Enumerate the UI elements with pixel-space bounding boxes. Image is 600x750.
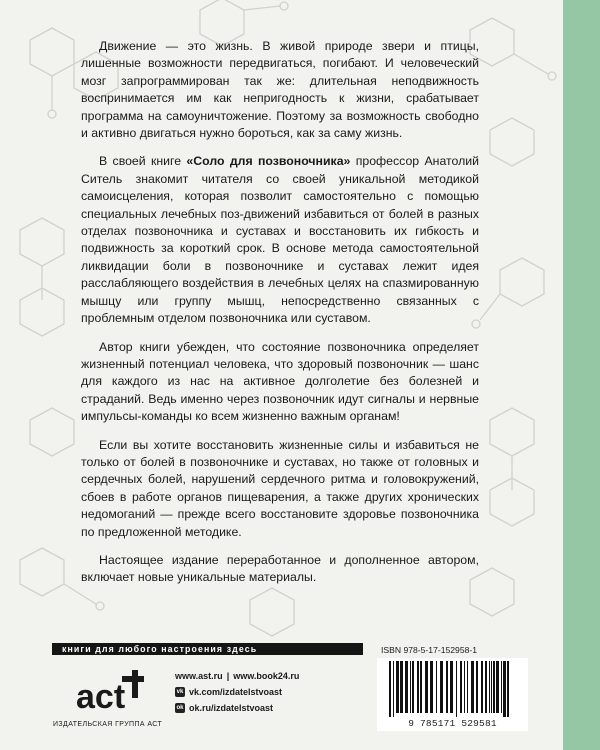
barcode-bar — [420, 661, 422, 713]
publisher-name: ИЗДАТЕЛЬСКАЯ ГРУППА АСТ — [53, 721, 163, 728]
barcode-bar — [396, 661, 399, 713]
ast-logo — [74, 668, 146, 720]
barcode-bar — [460, 661, 462, 713]
tagline-bar: книги для любого настроения здесь — [52, 643, 363, 655]
paragraph-3: Автор книги убежден, что состояние позвоночника определяет жизненный потенциал человека, что здоровый позвоночник — шанс для каждого из нас на активное долголетие без болезней и страданий. Ведь именно через позвоночник идут сигналы и нервные импульсы-команды ко всем жизненно важным органам! — [81, 339, 479, 424]
barcode-bar — [430, 661, 433, 713]
barcode-bar — [405, 661, 408, 713]
ok-icon: ok — [176, 705, 184, 711]
barcode-bar — [481, 661, 483, 713]
barcode — [387, 661, 518, 717]
barcode-bar — [400, 661, 403, 713]
green-spine-strip — [563, 0, 600, 750]
vk-icon: vk — [176, 689, 184, 695]
barcode-box — [377, 658, 528, 731]
paragraph-5: Настоящее издание переработанное и дополненное автором, включает новые уникальные материалы. — [81, 552, 479, 585]
link-ok[interactable]: ok.ru/izdatelstvoast — [189, 703, 274, 713]
paragraph-2: В своей книге «Соло для позвоночника» профессор Анатолий Ситель знакомит читателя со своей уникальной методикой самоисцеления, которая позволит самостоятельно с помощью специальных лечебных поз-движений избавиться от болей в разных отделах позвоночника и суставах и восстановить их гибкость и подвижность за короткий срок. В основе метода самостоятельной ликвидации боли в позвоночнике и суставах лежит идея расслабляющего воздействия в лечебных целях на спазмированную мышцу или группу мышц, непосредственно связанных с проблемным отделом позвоночника или суставом. — [81, 154, 479, 326]
barcode-bar — [425, 661, 428, 713]
barcode-bar — [501, 661, 502, 713]
barcode-bar — [503, 661, 506, 717]
barcode-bar — [412, 661, 414, 713]
barcode-bar — [446, 661, 448, 713]
link-ast-site[interactable]: www.ast.ru — [175, 671, 223, 681]
barcode-bar — [417, 661, 419, 713]
barcode-bar — [493, 661, 495, 713]
link-book24-site[interactable]: www.book24.ru — [233, 671, 300, 681]
paragraph-4: Если вы хотите восстановить жизненные силы и избавиться не только от болей в позвоночнике и суставах, но также от головных и сердечных болей, нарушений сердечного ритма и головокружений, сбоев в работе органов пищеварения, а также других хронических недомоганий — прежде всего восстановите здоровье позвоночника по предложенной методике. — [81, 437, 479, 539]
barcode-bar — [393, 661, 394, 717]
publisher-links — [175, 668, 299, 716]
barcode-bar — [389, 661, 391, 717]
barcode-bar — [489, 661, 490, 713]
book-title-bold: «Соло для позвоночника» — [186, 154, 351, 169]
barcode-bar — [491, 661, 492, 713]
barcode-bar — [410, 661, 411, 713]
isbn-text: ISBN 978-5-17-152958-1 — [381, 645, 478, 655]
barcode-bar — [456, 661, 457, 717]
barcode-bar — [476, 661, 478, 713]
paragraph-1: Движение — это жизнь. В живой природе звери и птицы, лишенные возможности передвигаться, погибают. И человеческий мозг запрограммирован так же: длительная неподвижность воспринимается им как непригодность к жизни, срабатывает программа на самоуничтожение. Поэтому за возможность свободно и активно двигаться нужно бороться, как за саму жизнь. — [81, 39, 479, 141]
barcode-bar — [496, 661, 499, 713]
barcode-bar — [467, 661, 468, 713]
barcode-number: 9 785171 529581 — [408, 718, 497, 729]
barcode-bar — [450, 661, 453, 713]
svg-text:act: act — [76, 678, 126, 716]
barcode-bar — [436, 661, 437, 713]
barcode-bar — [507, 661, 509, 717]
barcode-bar — [440, 661, 443, 713]
description-text — [81, 38, 479, 598]
barcode-bar — [471, 661, 474, 713]
barcode-bar — [485, 661, 487, 713]
link-separator: | — [226, 671, 230, 681]
link-vk[interactable]: vk.com/izdatelstvoast — [189, 687, 283, 697]
barcode-bar — [464, 661, 465, 713]
